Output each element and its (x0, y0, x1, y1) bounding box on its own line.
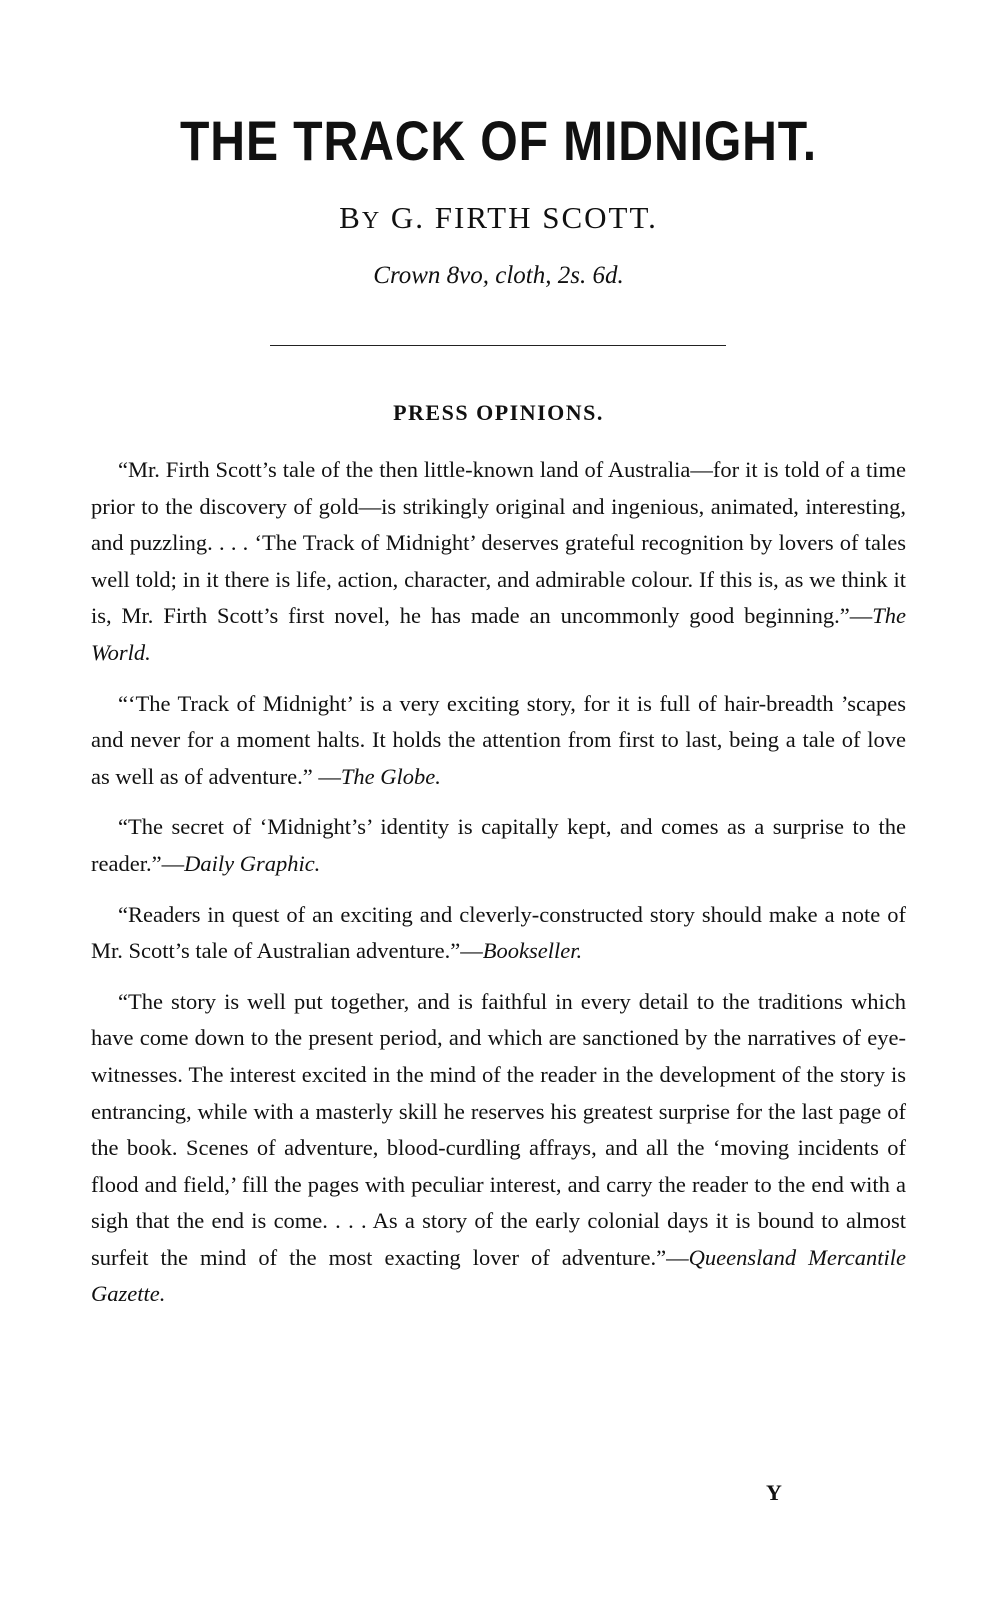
edition-price: Crown 8vo, cloth, 2s. 6d. (373, 262, 624, 289)
opinion-source: Queensland Mercantile Gazette. (91, 1244, 906, 1307)
press-opinion (91, 984, 906, 1313)
book-title: THE TRACK OF MIDNIGHT. (180, 109, 817, 172)
press-opinion (91, 452, 906, 672)
signature-mark: Y (766, 1480, 782, 1505)
opinion-quote: “‘The Track of Midnight’ is a very exciting story, for it is full of hair-breadth ’scapes and never for a moment halts. It holds the attention from first to last, being a tale of love as well as of adventure.” — (91, 690, 906, 789)
opinion-source: The World. (91, 603, 906, 665)
author-name: G. FIRTH SCOTT. (390, 200, 658, 235)
opinion-source: The Globe. (340, 763, 441, 789)
opinion-quote: “Mr. Firth Scott’s tale of the then little-known land of Australia—for it is told of a time prior to the discovery of gold—is strikingly original and ingenious, animated, interesting, and puzzling. . . . ‘The Track of Midnight’ deserves grateful recognition by lovers of tales well told; in it there is life, action, character, and admirable colour. If this is, as we think it is, Mr. Firth Scott’s first novel, he has made an uncommonly good beginning.”— (91, 457, 906, 629)
section-heading: PRESS OPINIONS. (393, 400, 604, 425)
byline-prefix-initial: B (339, 200, 362, 235)
opinion-quote: “The story is well put together, and is faithful in every detail to the traditions which have come down to the present period, and which are sanctioned by the narratives of eye-witnesses. The interest excited in the mind of the reader in the development of the story is entrancing, while with a masterly skill he reserves his greatest surprise for the last page of the book. Scenes of adventure, blood-curdling affrays, and all the ‘moving incidents of flood and field,’ fill the pages with peculiar interest, and carry the reader to the end with a sigh that the end is come. . . . As a story of the early colonial days it is bound to almost surfeit the mind of the most exacting lover of adventure.”— (91, 988, 906, 1270)
press-opinion (91, 809, 906, 882)
opinion-quote: “Readers in quest of an exciting and cleverly-constructed story should make a note of Mr. Scott’s tale of Australian adventure.”— (91, 901, 906, 964)
byline-prefix-rest: Y (361, 208, 382, 234)
press-opinions-list (91, 452, 906, 1327)
advertisement-page (91, 0, 906, 1600)
press-opinion (91, 897, 906, 970)
opinion-quote: “The secret of ‘Midnight’s’ identity is capitally kept, and comes as a surprise to the reader.”— (91, 814, 906, 876)
opinion-source: Bookseller. (482, 938, 583, 964)
horizontal-rule (270, 345, 726, 346)
press-opinion (91, 686, 906, 796)
author-byline (91, 200, 906, 236)
opinion-source: Daily Graphic. (184, 850, 321, 876)
